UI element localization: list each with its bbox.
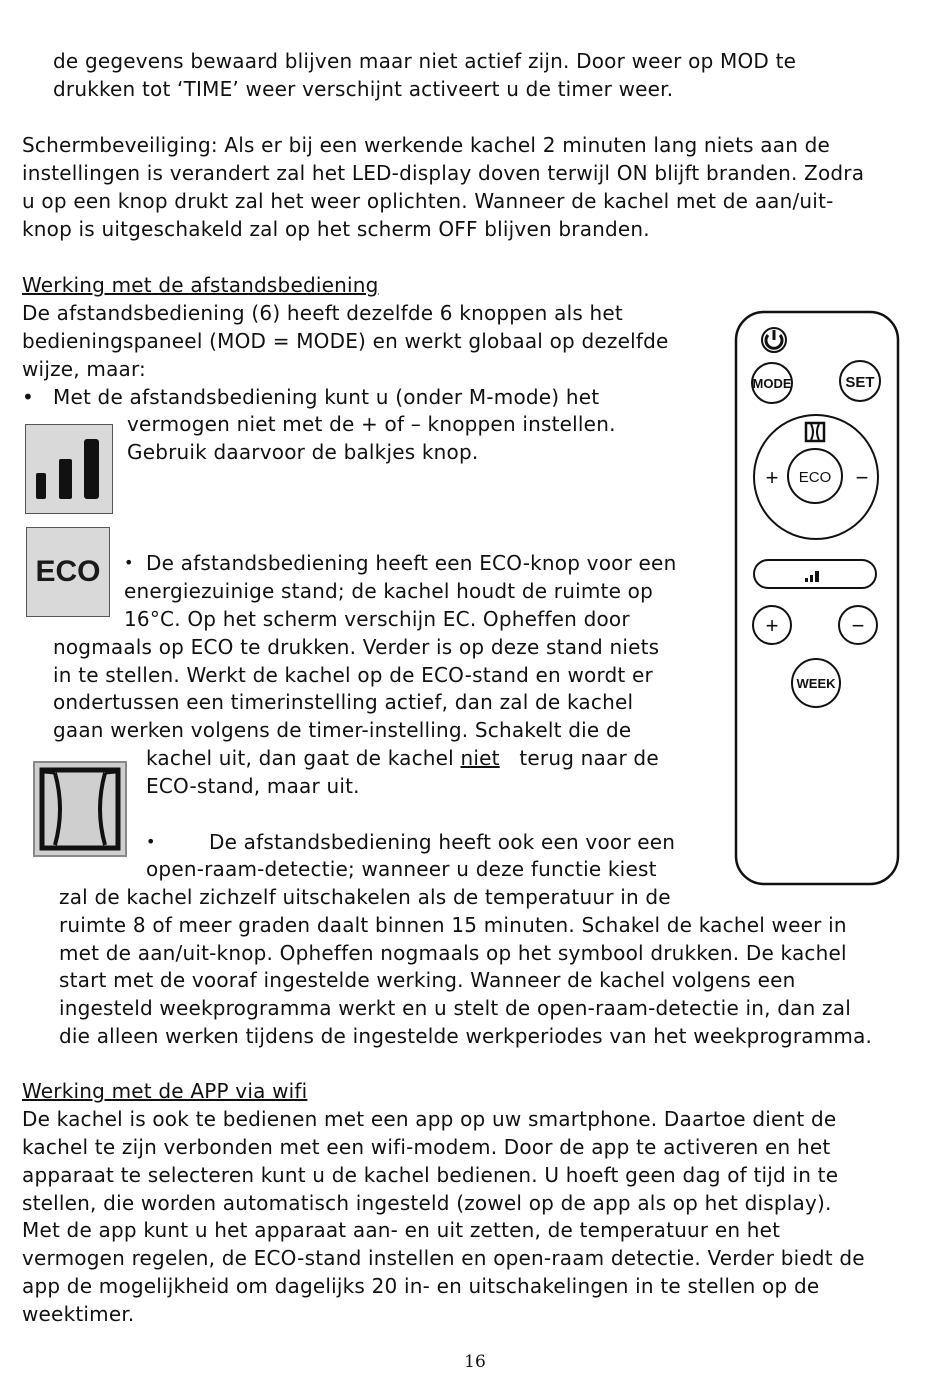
text-line: vermogen niet met de + of – knoppen instellen. bbox=[127, 412, 616, 436]
text-span: kachel uit, dan gaat de kachel bbox=[146, 746, 461, 770]
dial-plus: + bbox=[765, 465, 779, 490]
text-line: 16°C. Op het scherm verschijn EC. Opheffen door bbox=[124, 607, 630, 631]
text-line: zal de kachel zichzelf uitschakelen als de temperatuur in de bbox=[59, 885, 671, 909]
text-line: kachel te zijn verbonden met een wifi-modem. Door de app te activeren en het bbox=[22, 1135, 831, 1159]
text-line: De afstandsbediening heeft een ECO-knop voor een bbox=[146, 551, 677, 575]
open-window-icon bbox=[33, 761, 127, 857]
text-line: ruimte 8 of meer graden daalt binnen 15 minuten. Schakel de kachel weer in bbox=[59, 913, 847, 937]
mode-label: MODE bbox=[752, 376, 792, 391]
text-line: ECO-stand, maar uit. bbox=[146, 774, 360, 798]
text-line: vermogen regelen, de ECO-stand instellen en open-raam detectie. Verder biedt de bbox=[22, 1246, 865, 1270]
text-line: Met de app kunt u het apparaat aan- en uit zetten, de temperatuur en het bbox=[22, 1218, 781, 1242]
mode-button bbox=[752, 363, 792, 403]
text-line: Gebruik daarvoor de balkjes knop. bbox=[127, 440, 479, 464]
minus-button bbox=[839, 606, 877, 644]
text-line: open-raam-detectie; wanneer u deze functie kiest bbox=[146, 857, 657, 881]
emphasis-not: niet bbox=[460, 746, 500, 770]
power-bars-button bbox=[754, 560, 876, 588]
text-line bbox=[146, 744, 659, 772]
text-line: stellen, die worden automatisch ingesteld (zowel op de app als op het display). bbox=[22, 1191, 832, 1215]
eco-icon bbox=[26, 527, 110, 617]
week-button bbox=[792, 659, 840, 707]
text-line: de gegevens bewaard blijven maar niet actief zijn. Door weer op MOD te bbox=[53, 49, 797, 73]
eco-icon-label: ECO bbox=[35, 555, 101, 588]
text-line: instellingen is verandert zal het LED-display doven terwijl ON blijft branden. Zodra bbox=[22, 161, 865, 185]
remote-control-illustration bbox=[734, 310, 900, 892]
text-line: De kachel is ook te bedienen met een app op uw smartphone. Daartoe dient de bbox=[22, 1107, 837, 1131]
bullet-dot: • bbox=[22, 385, 34, 409]
text-line: knop is uitgeschakeld zal op het scherm OFF blijven branden. bbox=[22, 217, 650, 241]
eco-label: ECO bbox=[798, 469, 832, 486]
text-line: weektimer. bbox=[22, 1302, 135, 1326]
text-line: ingesteld weekprogramma werkt en u stelt de open-raam-detectie in, dan zal bbox=[59, 996, 851, 1020]
text-line: ondertussen een timerinstelling actief, dan zal de kachel bbox=[53, 690, 634, 714]
section-heading-app: Werking met de APP via wifi bbox=[22, 1079, 308, 1103]
section-heading-remote: Werking met de afstandsbediening bbox=[22, 273, 379, 297]
text-line: app de mogelijkheid om dagelijks 20 in- en uitschakelingen in te stellen op de bbox=[22, 1274, 820, 1298]
bullet-dot: • bbox=[124, 553, 134, 572]
text-line: gaan werken volgens de timer-instelling. Schakelt die de bbox=[53, 718, 632, 742]
plus-label: + bbox=[765, 613, 779, 638]
text-line: Met de afstandsbediening kunt u (onder M-mode) het bbox=[53, 385, 600, 409]
page-number: 16 bbox=[464, 1352, 486, 1372]
text-line: De afstandsbediening heeft ook een voor een bbox=[209, 830, 676, 854]
text-line: De afstandsbediening (6) heeft dezelfde 6 knoppen als het bbox=[22, 301, 623, 325]
minus-label: − bbox=[851, 613, 865, 638]
text-line: die alleen werken tijdens de ingestelde werkperiodes van het weekprogramma. bbox=[59, 1024, 873, 1048]
text-line: energiezuinige stand; de kachel houdt de ruimte op bbox=[124, 579, 653, 603]
text-line: start met de vooraf ingestelde werking. Wanneer de kachel volgens een bbox=[59, 968, 796, 992]
bullet-dot: • bbox=[146, 832, 156, 851]
power-bars-icon bbox=[25, 424, 113, 514]
dial-minus: − bbox=[855, 465, 869, 490]
set-label: SET bbox=[845, 374, 875, 391]
text-line: apparaat te selecteren kunt u de kachel bedienen. U hoeft geen dag of tijd in te bbox=[22, 1163, 839, 1187]
set-button bbox=[840, 361, 880, 401]
text-line: drukken tot ‘TIME’ weer verschijnt activeert u de timer weer. bbox=[53, 77, 674, 101]
week-label: WEEK bbox=[796, 676, 836, 691]
plus-button bbox=[753, 606, 791, 644]
text-span: terug naar de bbox=[499, 746, 659, 770]
text-line: u op een knop drukt zal het weer oplichten. Wanneer de kachel met de aan/uit- bbox=[22, 189, 834, 213]
text-line: wijze, maar: bbox=[22, 357, 146, 381]
text-line: met de aan/uit-knop. Opheffen nogmaals op het symbool drukken. De kachel bbox=[59, 941, 847, 965]
power-icon bbox=[762, 328, 786, 352]
text-line: Schermbeveiliging: Als er bij een werkende kachel 2 minuten lang niets aan de bbox=[22, 133, 831, 157]
text-line: nogmaals op ECO te drukken. Verder is op deze stand niets bbox=[53, 635, 660, 659]
text-line: in te stellen. Werkt de kachel op de ECO-stand en wordt er bbox=[53, 663, 653, 687]
eco-button bbox=[788, 449, 842, 503]
window-mini-icon bbox=[806, 423, 824, 441]
text-line: bedieningspaneel (MOD = MODE) en werkt globaal op dezelfde bbox=[22, 329, 669, 353]
